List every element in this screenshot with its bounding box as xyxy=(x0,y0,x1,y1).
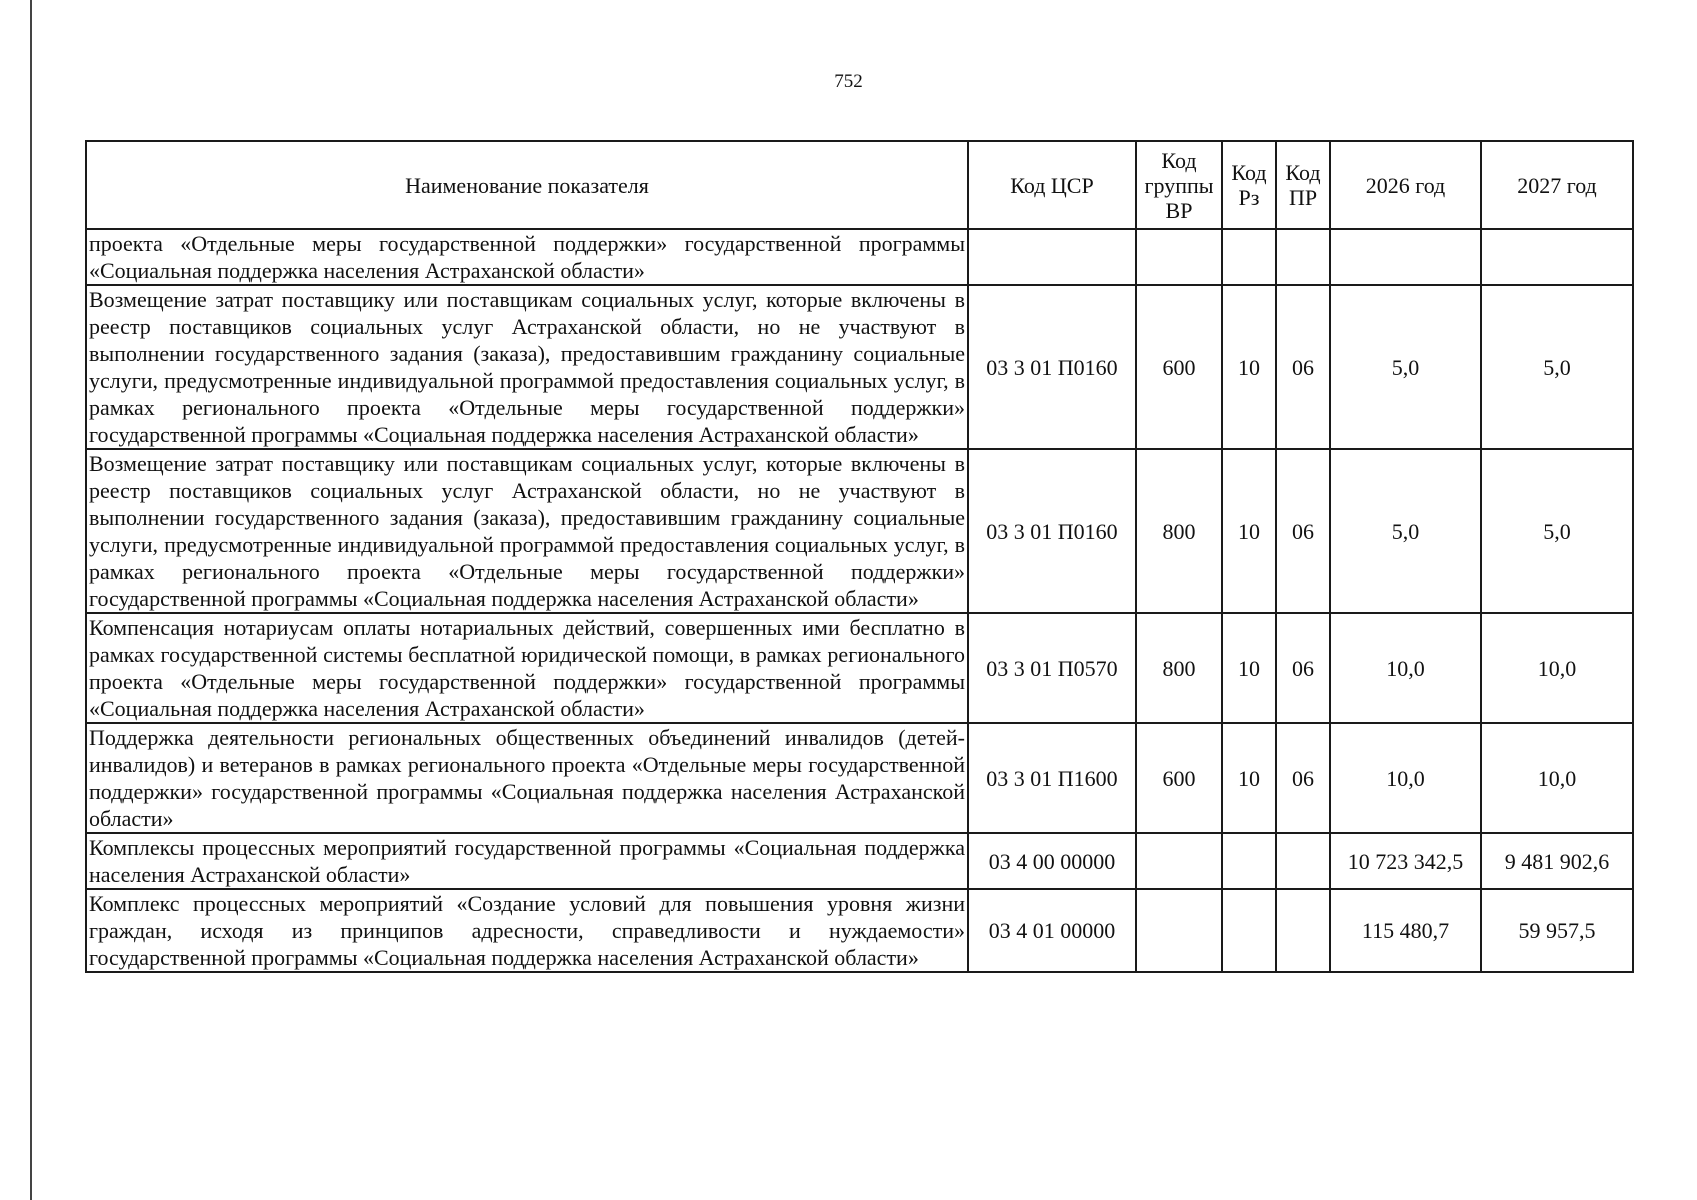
cell-name: проекта «Отдельные меры государственной поддержки» государственной программы «Социальная поддержка населения Астраханской области» xyxy=(86,229,968,285)
cell-vr: 600 xyxy=(1136,723,1222,833)
cell-rz: 10 xyxy=(1222,723,1276,833)
cell-2026: 5,0 xyxy=(1330,285,1481,449)
cell-rz: 10 xyxy=(1222,449,1276,613)
cell-2027: 10,0 xyxy=(1481,613,1633,723)
cell-pr: 06 xyxy=(1276,613,1330,723)
header-2026: 2026 год xyxy=(1330,141,1481,229)
cell-vr xyxy=(1136,833,1222,889)
header-csr: Код ЦСР xyxy=(968,141,1136,229)
table-row xyxy=(86,723,1633,833)
cell-pr: 06 xyxy=(1276,285,1330,449)
cell-name: Поддержка деятельности региональных общественных объединений инвалидов (детей-инвалидов) и ветеранов в рамках регионального проекта «Отдельные меры государственной поддержки» государственной программы «Социальная поддержка населения Астраханской области» xyxy=(86,723,968,833)
cell-vr: 600 xyxy=(1136,285,1222,449)
cell-name: Возмещение затрат поставщику или поставщикам социальных услуг, которые включены в реестр поставщиков социальных услуг Астраханской области, но не участвуют в выполнении государственного задания (заказа), предоставившим гражданину социальные услуги, предусмотренные индивидуальной программой предоставления социальных услуг, в рамках регионального проекта «Отдельные меры государственной поддержки» государственной программы «Социальная поддержка населения Астраханской области» xyxy=(86,285,968,449)
table-row xyxy=(86,229,1633,285)
table-header-row xyxy=(86,141,1633,229)
cell-rz: 10 xyxy=(1222,285,1276,449)
cell-csr: 03 3 01 П0570 xyxy=(968,613,1136,723)
cell-rz xyxy=(1222,833,1276,889)
cell-2027: 5,0 xyxy=(1481,285,1633,449)
header-pr: Код ПР xyxy=(1276,141,1330,229)
header-rz: Код Рз xyxy=(1222,141,1276,229)
cell-pr: 06 xyxy=(1276,449,1330,613)
cell-rz xyxy=(1222,229,1276,285)
cell-2027 xyxy=(1481,229,1633,285)
cell-pr xyxy=(1276,229,1330,285)
cell-vr: 800 xyxy=(1136,613,1222,723)
cell-csr: 03 4 00 00000 xyxy=(968,833,1136,889)
scan-edge-line xyxy=(30,0,32,1200)
cell-2026: 10 723 342,5 xyxy=(1330,833,1481,889)
cell-2027: 9 481 902,6 xyxy=(1481,833,1633,889)
table-row xyxy=(86,889,1633,972)
cell-rz: 10 xyxy=(1222,613,1276,723)
cell-csr xyxy=(968,229,1136,285)
cell-csr: 03 3 01 П0160 xyxy=(968,449,1136,613)
cell-vr: 800 xyxy=(1136,449,1222,613)
cell-vr xyxy=(1136,889,1222,972)
cell-2026: 5,0 xyxy=(1330,449,1481,613)
cell-rz xyxy=(1222,889,1276,972)
cell-2027: 10,0 xyxy=(1481,723,1633,833)
cell-vr xyxy=(1136,229,1222,285)
cell-name: Возмещение затрат поставщику или поставщикам социальных услуг, которые включены в реестр поставщиков социальных услуг Астраханской области, но не участвуют в выполнении государственного задания (заказа), предоставившим гражданину социальные услуги, предусмотренные индивидуальной программой предоставления социальных услуг, в рамках регионального проекта «Отдельные меры государственной поддержки» государственной программы «Социальная поддержка населения Астраханской области» xyxy=(86,449,968,613)
cell-2027: 59 957,5 xyxy=(1481,889,1633,972)
table-row xyxy=(86,285,1633,449)
cell-2026: 115 480,7 xyxy=(1330,889,1481,972)
header-name: Наименование показателя xyxy=(86,141,968,229)
cell-name: Комплексы процессных мероприятий государственной программы «Социальная поддержка населения Астраханской области» xyxy=(86,833,968,889)
cell-pr xyxy=(1276,889,1330,972)
cell-name: Комплекс процессных мероприятий «Создание условий для повышения уровня жизни граждан, исходя из принципов адресности, справедливости и нуждаемости» государственной программы «Социальная поддержка населения Астраханской области» xyxy=(86,889,968,972)
cell-name: Компенсация нотариусам оплаты нотариальных действий, совершенных ими бесплатно в рамках государственной системы бесплатной юридической помощи, в рамках регионального проекта «Отдельные меры государственной поддержки» государственной программы «Социальная поддержка населения Астраханской области» xyxy=(86,613,968,723)
cell-2026: 10,0 xyxy=(1330,723,1481,833)
cell-csr: 03 3 01 П1600 xyxy=(968,723,1136,833)
cell-csr: 03 4 01 00000 xyxy=(968,889,1136,972)
cell-pr xyxy=(1276,833,1330,889)
cell-csr: 03 3 01 П0160 xyxy=(968,285,1136,449)
cell-2026 xyxy=(1330,229,1481,285)
header-vr: Код группы ВР xyxy=(1136,141,1222,229)
page-number: 752 xyxy=(834,71,863,92)
header-2027: 2027 год xyxy=(1481,141,1633,229)
table-row xyxy=(86,833,1633,889)
budget-table xyxy=(85,140,1634,973)
cell-2027: 5,0 xyxy=(1481,449,1633,613)
cell-pr: 06 xyxy=(1276,723,1330,833)
table-row xyxy=(86,449,1633,613)
table-row xyxy=(86,613,1633,723)
cell-2026: 10,0 xyxy=(1330,613,1481,723)
